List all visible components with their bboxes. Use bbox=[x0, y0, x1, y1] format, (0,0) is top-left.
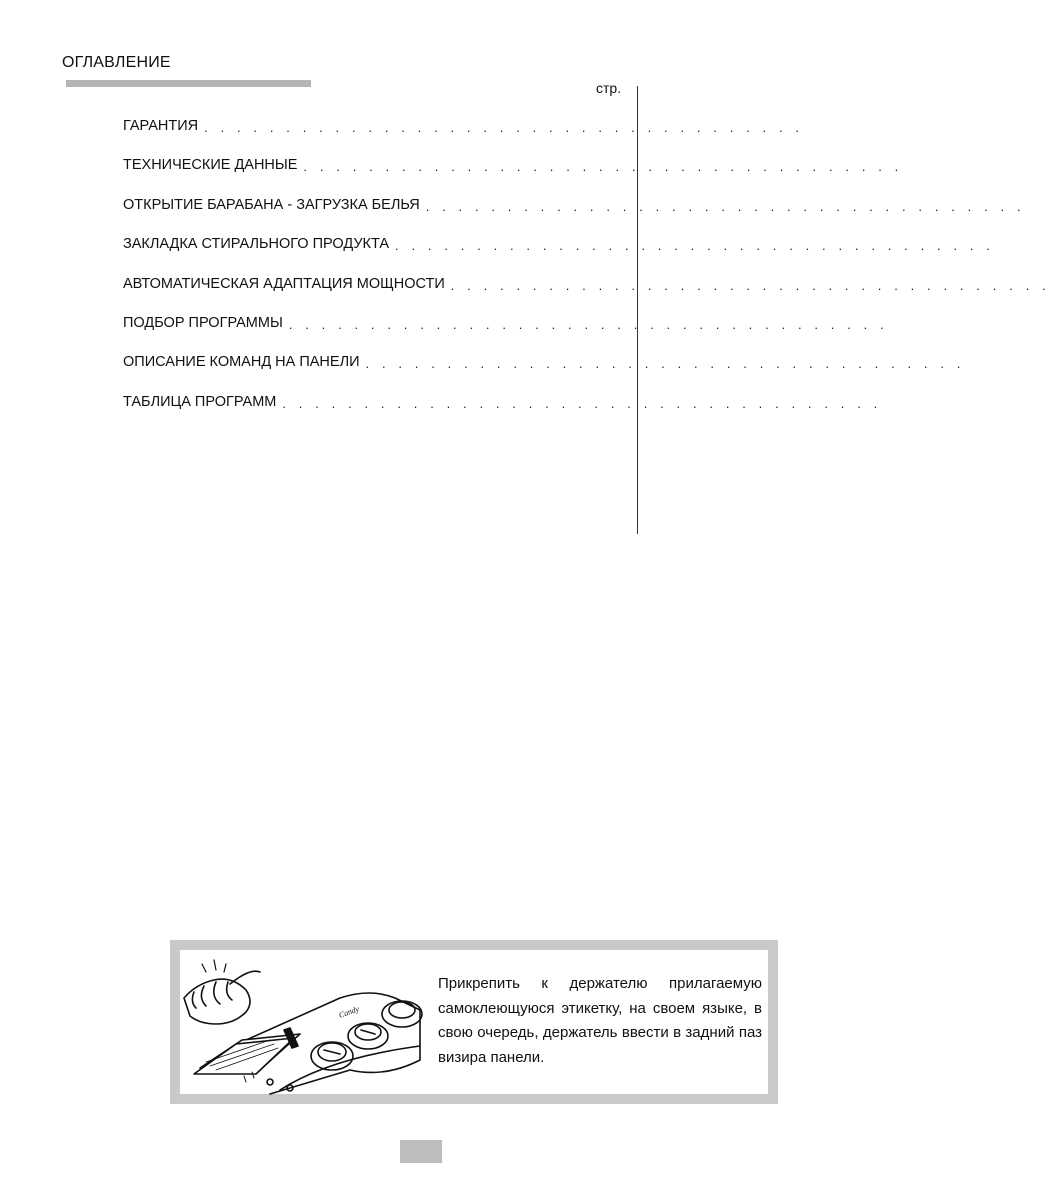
toc-item[interactable] bbox=[123, 275, 1050, 315]
dot-leader: . . . . . . . . . . . . . . . . . . . . . . . . . . . . . . . . . . . . . bbox=[204, 120, 804, 135]
instruction-note-text: Прикрепить к держателю прилагаемую самоклеющуюся этикетку, на своем языке, в свою очередь, держатель ввести в задний паз визира панели. bbox=[438, 975, 762, 1066]
toc-item-title: ТАБЛИЦА ПРОГРАММ bbox=[123, 394, 282, 410]
instruction-note-inner bbox=[180, 950, 768, 1094]
dot-leader: . . . . . . . . . . . . . . . . . . . . . . . . . . . . . . . . . . . . . bbox=[450, 277, 1050, 293]
toc-item-title: АВТОМАТИЧЕСКАЯ АДАПТАЦИЯ МОЩНОСТИ bbox=[123, 276, 451, 292]
dot-leader: . . . . . . . . . . . . . . . . . . . . . . . . . . . . . . . . . . . . . bbox=[282, 395, 882, 411]
hand-attaching-label-to-panel-illustration bbox=[180, 950, 420, 1094]
toc-item[interactable] bbox=[123, 118, 804, 157]
toc-item[interactable] bbox=[123, 236, 995, 275]
brand-mark: Candy bbox=[337, 1004, 361, 1020]
toc-item[interactable] bbox=[123, 354, 965, 393]
page-number-tab bbox=[400, 1140, 442, 1163]
page-column-label: стр. bbox=[596, 80, 622, 96]
vertical-divider bbox=[637, 86, 638, 534]
toc-item[interactable] bbox=[123, 314, 889, 354]
dot-leader: . . . . . . . . . . . . . . . . . . . . . . . . . . . . . . . . . . . . . bbox=[288, 316, 889, 332]
toc-item-title: ОТКРЫТИЕ БАРАБАНА - ЗАГРУЗКА БЕЛЬЯ bbox=[123, 197, 426, 213]
dot-leader: . . . . . . . . . . . . . . . . . . . . . . . . . . . . . . . . . . . . . bbox=[365, 356, 965, 372]
toc-item-title: ТЕХНИЧЕСКИЕ ДАННЫЕ bbox=[123, 157, 303, 173]
dot-leader: . . . . . . . . . . . . . . . . . . . . . . . . . . . . . . . . . . . . . bbox=[395, 238, 995, 254]
toc-item-title: ПОДБОР ПРОГРАММЫ bbox=[123, 315, 289, 331]
dot-leader: . . . . . . . . . . . . . . . . . . . . . . . . . . . . . . . . . . . . . bbox=[425, 198, 1026, 214]
toc-item-title: ОПИСАНИЕ КОМАНД НА ПАНЕЛИ bbox=[123, 354, 366, 370]
dot-leader: . . . . . . . . . . . . . . . . . . . . . . . . . . . . . . . . . . . . . bbox=[303, 159, 903, 175]
toc-item[interactable] bbox=[123, 196, 1026, 236]
toc-item-title: ГАРАНТИЯ bbox=[123, 118, 204, 134]
toc-item-title: ЗАКЛАДКА СТИРАЛЬНОГО ПРОДУКТА bbox=[123, 236, 395, 252]
instruction-note-box bbox=[170, 940, 778, 1104]
toc-list bbox=[123, 118, 1050, 433]
toc-item[interactable] bbox=[123, 393, 882, 433]
toc-item[interactable] bbox=[123, 157, 903, 196]
toc-heading: ОГЛАВЛЕНИЕ bbox=[62, 54, 171, 71]
heading-underline bbox=[66, 80, 311, 87]
